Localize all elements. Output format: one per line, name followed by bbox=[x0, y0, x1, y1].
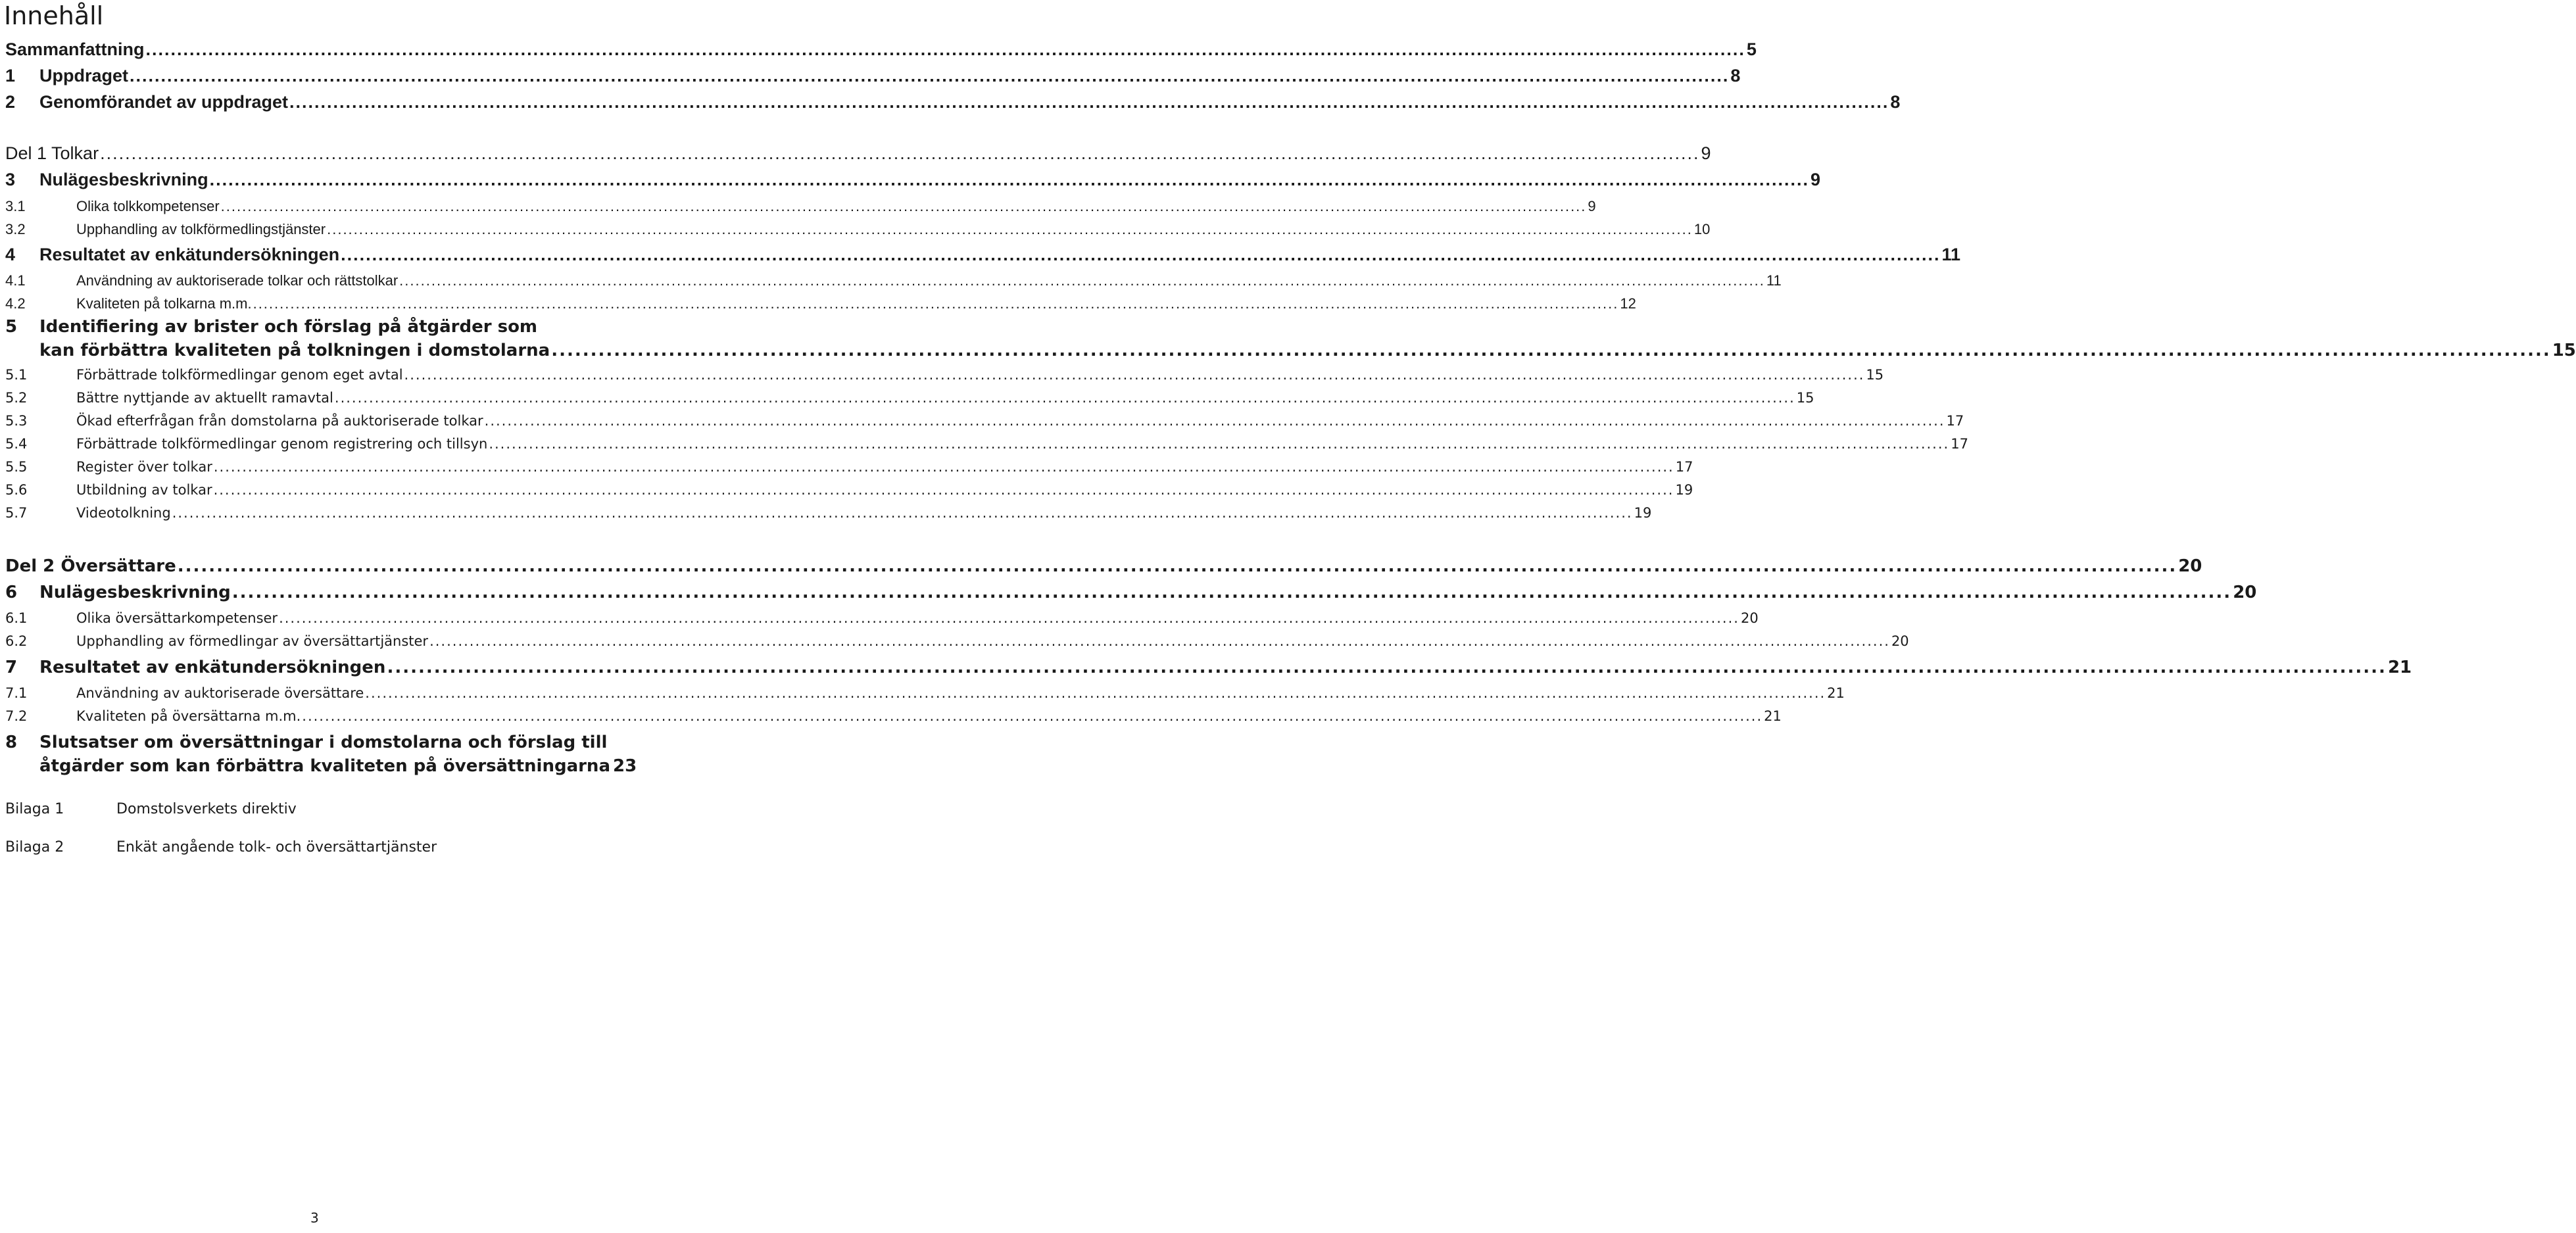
toc-page-number: 20 bbox=[2233, 583, 2257, 602]
toc-page-number: 20 bbox=[1891, 633, 1909, 649]
toc-section-number: 5.1 bbox=[5, 367, 28, 383]
dot-leader bbox=[485, 413, 1945, 429]
toc-entry-text: Kvaliteten på tolkarna m.m. bbox=[76, 295, 252, 312]
toc-entry-5-7[interactable] bbox=[5, 505, 1652, 521]
toc-page-number: 5 bbox=[1746, 39, 1757, 59]
toc-page-number: 11 bbox=[1766, 272, 1782, 289]
appendix-label: Bilaga 2 bbox=[5, 839, 64, 856]
toc-page-number: 15 bbox=[1866, 367, 1884, 383]
toc-section-number: 4.1 bbox=[5, 272, 26, 289]
toc-entry-5-3[interactable] bbox=[5, 413, 1964, 429]
appendix-label: Bilaga 1 bbox=[5, 801, 64, 817]
toc-page-number: 15 bbox=[1796, 390, 1814, 406]
appendix-text: Enkät angående tolk- och översättartjänster bbox=[116, 839, 437, 856]
toc-page-number: 15 bbox=[2552, 341, 2576, 360]
toc-entry-text: Register över tolkar bbox=[76, 459, 212, 475]
toc-entry-7[interactable] bbox=[5, 658, 2412, 677]
dot-leader bbox=[130, 66, 1729, 86]
dot-leader bbox=[335, 390, 1795, 406]
toc-entry-5-2[interactable] bbox=[5, 390, 1814, 406]
toc-page-number: 8 bbox=[1890, 92, 1901, 112]
toc-section-number: 3.1 bbox=[5, 198, 26, 214]
toc-entry-text-line1: Slutsatser om översättningar i domstolarna och förslag till bbox=[39, 733, 608, 752]
toc-entry-3[interactable] bbox=[5, 170, 1820, 190]
appendix-2[interactable] bbox=[5, 839, 437, 856]
toc-entry-text: Bättre nyttjande av aktuellt ramavtal bbox=[76, 390, 333, 406]
toc-entry-7-2[interactable] bbox=[5, 708, 1782, 724]
toc-section-number: 5.4 bbox=[5, 436, 28, 452]
toc-section-number: 8 bbox=[5, 733, 18, 752]
toc-entry-6-1[interactable] bbox=[5, 610, 1759, 626]
dot-leader bbox=[178, 556, 2177, 576]
appendix-1[interactable] bbox=[5, 801, 297, 817]
dot-leader bbox=[404, 367, 1865, 383]
toc-page-number: 9 bbox=[1588, 198, 1596, 214]
toc-entry-6[interactable] bbox=[5, 583, 2257, 602]
toc-entry-5[interactable] bbox=[5, 317, 2576, 360]
toc-section-number: 5.6 bbox=[5, 482, 28, 498]
toc-page-number: 19 bbox=[1634, 505, 1652, 521]
toc-section-number: 3 bbox=[5, 170, 16, 189]
toc-section-number: 5.3 bbox=[5, 413, 28, 429]
toc-entry-text: Resultatet av enkätundersökningen bbox=[39, 658, 386, 677]
dot-leader bbox=[279, 610, 1739, 626]
toc-page-number: 17 bbox=[1675, 459, 1693, 475]
toc-entry-4-2[interactable] bbox=[5, 295, 1636, 312]
toc-section-number: 5 bbox=[5, 317, 18, 337]
dot-leader bbox=[214, 459, 1674, 475]
toc-entry-7-1[interactable] bbox=[5, 685, 1845, 701]
toc-entry-text: Resultatet av enkätundersökningen bbox=[39, 245, 340, 264]
toc-entry-5-6[interactable] bbox=[5, 482, 1693, 498]
toc-page-number: 12 bbox=[1620, 295, 1636, 312]
dot-leader bbox=[387, 658, 2387, 677]
page-title: Innehåll bbox=[4, 1, 104, 30]
dot-leader bbox=[341, 245, 1940, 265]
toc-section-number: 1 bbox=[5, 66, 16, 85]
dot-leader bbox=[327, 221, 1693, 238]
toc-entry-4-1[interactable] bbox=[5, 272, 1782, 289]
toc-page-number: 17 bbox=[1951, 436, 1968, 452]
toc-entry-text: Förbättrade tolkförmedlingar genom eget avtal bbox=[76, 367, 403, 383]
dot-leader bbox=[214, 482, 1674, 498]
toc-entry-text-line2: kan förbättra kvaliteten på tolkningen i domstolarna bbox=[39, 341, 550, 360]
toc-section-number: 5.2 bbox=[5, 390, 28, 406]
toc-entry-5-4[interactable] bbox=[5, 436, 1968, 452]
toc-section-number: 6 bbox=[5, 583, 18, 602]
dot-leader bbox=[210, 170, 1809, 190]
toc-entry-text: Upphandling av förmedlingar av översättartjänster bbox=[76, 633, 429, 649]
toc-entry-text: Ökad efterfrågan från domstolarna på auktoriserade tolkar bbox=[76, 413, 483, 429]
dot-leader bbox=[551, 341, 2551, 360]
toc-section-number: 5.5 bbox=[5, 459, 28, 475]
toc-section-number: 2 bbox=[5, 92, 16, 112]
toc-entry-6-2[interactable] bbox=[5, 633, 1909, 649]
toc-entry-text: Uppdraget bbox=[39, 66, 128, 85]
toc-entry-text: Videotolkning bbox=[76, 505, 171, 521]
toc-section-number: 7.1 bbox=[5, 685, 28, 701]
toc-entry-text: Del 2 Översättare bbox=[5, 556, 176, 576]
toc-entry-text: Del 1 Tolkar bbox=[5, 143, 99, 163]
toc-page-number: 20 bbox=[1740, 610, 1759, 626]
toc-entry-text-line1: Identifiering av brister och förslag på åtgärder som bbox=[39, 317, 538, 337]
dot-leader bbox=[429, 633, 1890, 649]
toc-entry-5-1[interactable] bbox=[5, 367, 1884, 383]
dot-leader bbox=[489, 436, 1949, 452]
toc-entry-text: Användning av auktoriserade översättare bbox=[76, 685, 364, 701]
toc-page-number: 9 bbox=[1701, 143, 1711, 163]
toc-section-number: 6.2 bbox=[5, 633, 28, 649]
toc-entry-text: Sammanfattning bbox=[5, 39, 145, 59]
toc-entry-del-2[interactable] bbox=[5, 556, 2202, 576]
dot-leader bbox=[302, 708, 1762, 724]
toc-entry-del-1[interactable] bbox=[5, 143, 1711, 164]
toc-section-number: 5.7 bbox=[5, 505, 28, 521]
toc-entry-5-5[interactable] bbox=[5, 459, 1693, 475]
dot-leader bbox=[399, 272, 1765, 289]
toc-entry-text: Nulägesbeskrivning bbox=[39, 583, 231, 602]
toc-section-number: 7.2 bbox=[5, 708, 28, 724]
toc-section-number: 7 bbox=[5, 658, 18, 677]
toc-section-number: 4 bbox=[5, 245, 16, 264]
page-number: 3 bbox=[310, 1210, 319, 1226]
toc-entry-1[interactable] bbox=[5, 66, 1741, 86]
toc-section-number: 3.2 bbox=[5, 221, 26, 237]
toc-entry-3-2[interactable] bbox=[5, 221, 1711, 238]
toc-entry-text: Upphandling av tolkförmedlingstjänster bbox=[76, 221, 326, 237]
toc-entry-text-line2: åtgärder som kan förbättra kvaliteten på översättningarna bbox=[39, 756, 610, 776]
toc-entry-text: Olika tolkkompetenser bbox=[76, 198, 220, 214]
toc-entry-4[interactable] bbox=[5, 245, 1961, 265]
toc-entry-text: Genomförandet av uppdraget bbox=[39, 92, 289, 112]
dot-leader bbox=[289, 92, 1889, 112]
toc-entry-text: Användning av auktoriserade tolkar och rättstolkar bbox=[76, 272, 399, 289]
dot-leader bbox=[221, 198, 1587, 215]
dot-leader bbox=[232, 583, 2232, 602]
toc-page-number: 11 bbox=[1941, 245, 1961, 264]
toc-page-number: 9 bbox=[1810, 170, 1820, 189]
toc-page-number: 20 bbox=[2178, 556, 2202, 576]
dot-leader bbox=[253, 295, 1619, 312]
toc-entry-8[interactable] bbox=[5, 733, 637, 776]
toc-page-number: 10 bbox=[1693, 221, 1711, 237]
toc-entry-2[interactable] bbox=[5, 92, 1901, 112]
toc-page-number: 17 bbox=[1946, 413, 1964, 429]
toc-entry-text: Kvaliteten på översättarna m.m. bbox=[76, 708, 301, 724]
dot-leader bbox=[146, 39, 1745, 60]
toc-section-number: 6.1 bbox=[5, 610, 28, 626]
toc-entry-text: Olika översättarkompetenser bbox=[76, 610, 278, 626]
toc-page-number: 21 bbox=[1827, 685, 1845, 701]
toc-page-number: 21 bbox=[1764, 708, 1782, 724]
toc-page-number: 19 bbox=[1675, 482, 1693, 498]
toc-entry-sammanfattning[interactable] bbox=[5, 39, 1757, 60]
appendix-text: Domstolsverkets direktiv bbox=[116, 801, 297, 817]
dot-leader bbox=[365, 685, 1826, 701]
dot-leader bbox=[100, 143, 1699, 164]
toc-entry-text: Utbildning av tolkar bbox=[76, 482, 212, 498]
toc-entry-3-1[interactable] bbox=[5, 198, 1596, 215]
toc-page-number: 23 bbox=[613, 756, 637, 776]
dot-leader bbox=[172, 505, 1633, 521]
toc-entry-text: Förbättrade tolkförmedlingar genom registrering och tillsyn bbox=[76, 436, 488, 452]
toc-page-number: 21 bbox=[2387, 658, 2412, 677]
toc-entry-text: Nulägesbeskrivning bbox=[39, 170, 208, 189]
toc-page-number: 8 bbox=[1730, 66, 1741, 85]
toc-section-number: 4.2 bbox=[5, 295, 26, 312]
